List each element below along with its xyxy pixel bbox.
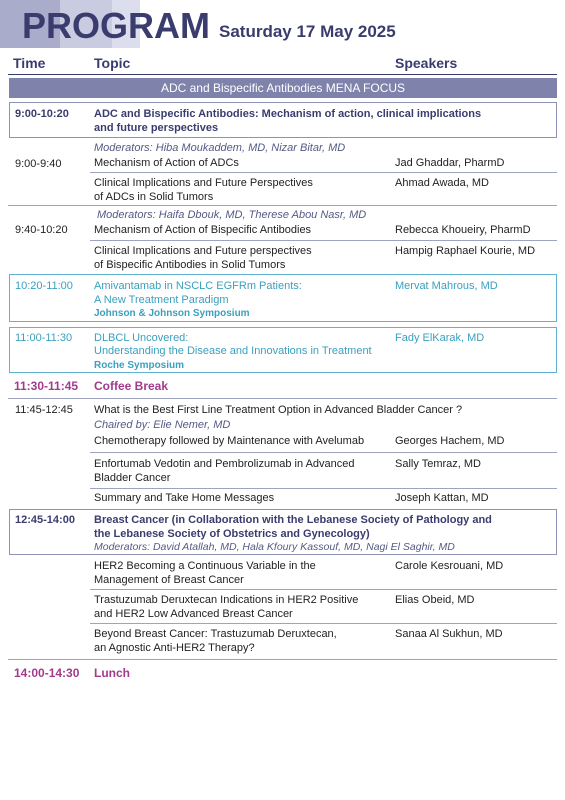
slot-time: 9:00-9:40: [15, 158, 62, 170]
speaker: Jad Ghaddar, PharmD: [395, 157, 505, 169]
sponsor-label: Johnson & Johnson Symposium: [94, 308, 250, 319]
column-header-time: Time: [13, 55, 46, 71]
session-title-line2: the Lebanese Society of Obstetrics and Gynecology): [94, 528, 370, 540]
row-divider: [8, 398, 557, 399]
row-divider: [90, 488, 557, 489]
talk-title: Trastuzumab Deruxtecan Indications in HER2 Positive: [94, 594, 359, 606]
break-time: 14:00-14:30: [14, 666, 80, 680]
speaker: Rebecca Khoueiry, PharmD: [395, 224, 531, 236]
session-banner-label: ADC and Bispecific Antibodies MENA FOCUS: [160, 81, 406, 95]
talk-title-line2: A New Treatment Paradigm: [94, 294, 229, 306]
speaker: Elias Obeid, MD: [395, 594, 475, 606]
row-divider: [90, 172, 557, 173]
speaker: Sally Temraz, MD: [395, 458, 481, 470]
session-title: Breast Cancer (in Collaboration with the Lebanese Society of Pathology and: [94, 514, 492, 526]
slot-time: 11:45-12:45: [15, 404, 73, 416]
talk-title: Mechanism of Action of ADCs: [94, 157, 239, 169]
talk-title: Enfortumab Vedotin and Pembrolizumab in Advanced: [94, 458, 355, 470]
program-title: PROGRAM: [22, 5, 210, 46]
row-divider: [90, 452, 557, 453]
talk-title: Clinical Implications and Future perspectives: [94, 245, 312, 257]
row-divider: [90, 240, 557, 241]
break-label: Coffee Break: [94, 379, 169, 393]
talk-title: Mechanism of Action of Bispecific Antibodies: [94, 224, 312, 236]
slot-time: 11:00-11:30: [15, 332, 73, 344]
event-date: Saturday 17 May 2025: [219, 22, 396, 41]
talk-title: Amivantamab in NSCLC EGFRm Patients:: [94, 280, 302, 292]
talk-title: HER2 Becoming a Continuous Variable in the: [94, 560, 316, 572]
talk-title: Beyond Breast Cancer: Trastuzumab Deruxtecan,: [94, 628, 337, 640]
moderators: Moderators: Haifa Dbouk, MD, Therese Abou Nasr, MD: [97, 209, 367, 221]
row-divider: [90, 623, 557, 624]
moderators: Moderators: Hiba Moukaddem, MD, Nizar Bitar, MD: [94, 142, 346, 154]
session-title: What is the Best First Line Treatment Option in Advanced Bladder Cancer ?: [94, 404, 463, 416]
session-title: ADC and Bispecific Antibodies: Mechanism of action, clinical implications: [94, 108, 482, 120]
slot-time: 10:20-11:00: [15, 280, 73, 292]
session-banner: [9, 78, 557, 98]
speaker: Joseph Kattan, MD: [395, 492, 489, 504]
row-divider: [8, 205, 557, 206]
row-divider: [90, 589, 557, 590]
talk-title-line2: of ADCs in Solid Tumors: [94, 191, 214, 203]
speaker: Ahmad Awada, MD: [395, 177, 489, 189]
moderators: Moderators: David Atallah, MD, Hala Kfoury Kassouf, MD, Nagi El Saghir, MD: [94, 541, 455, 553]
talk-title: Chemotherapy followed by Maintenance with Avelumab: [94, 435, 365, 447]
sponsor-label: Roche Symposium: [94, 360, 185, 371]
column-header-speakers: Speakers: [395, 55, 458, 71]
talk-title: Clinical Implications and Future Perspectives: [94, 177, 313, 189]
speaker: Hampig Raphael Kourie, MD: [395, 245, 536, 257]
speaker: Fady ElKarak, MD: [395, 332, 485, 344]
talk-title-line2: Management of Breast Cancer: [94, 574, 244, 586]
slot-time: 9:40-10:20: [15, 224, 68, 236]
speaker: Sanaa Al Sukhun, MD: [395, 628, 503, 640]
talk-title-line2: Understanding the Disease and Innovations in Treatment: [94, 345, 372, 357]
talk-title: DLBCL Uncovered:: [94, 332, 189, 344]
break-label: Lunch: [94, 666, 130, 680]
speaker: Mervat Mahrous, MD: [395, 280, 498, 292]
break-time: 11:30-11:45: [14, 379, 79, 393]
talk-title-line2: and HER2 Low Advanced Breast Cancer: [94, 608, 293, 620]
row-divider: [8, 659, 557, 660]
session-time: 9:00-10:20: [15, 108, 69, 120]
talk-title-line2: of Bispecific Antibodies in Solid Tumors: [94, 259, 286, 271]
column-header-topic: Topic: [94, 55, 131, 71]
chair: Chaired by: Elie Nemer, MD: [94, 419, 231, 431]
speaker: Georges Hachem, MD: [395, 435, 505, 447]
session-time: 12:45-14:00: [15, 514, 75, 526]
speaker: Carole Kesrouani, MD: [395, 560, 504, 572]
header-rule: [8, 74, 557, 75]
session-title-line2: and future perspectives: [94, 122, 219, 134]
talk-title-line2: an Agnostic Anti-HER2 Therapy?: [94, 642, 255, 654]
talk-title-line2: Bladder Cancer: [94, 472, 171, 484]
talk-title: Summary and Take Home Messages: [94, 492, 275, 504]
